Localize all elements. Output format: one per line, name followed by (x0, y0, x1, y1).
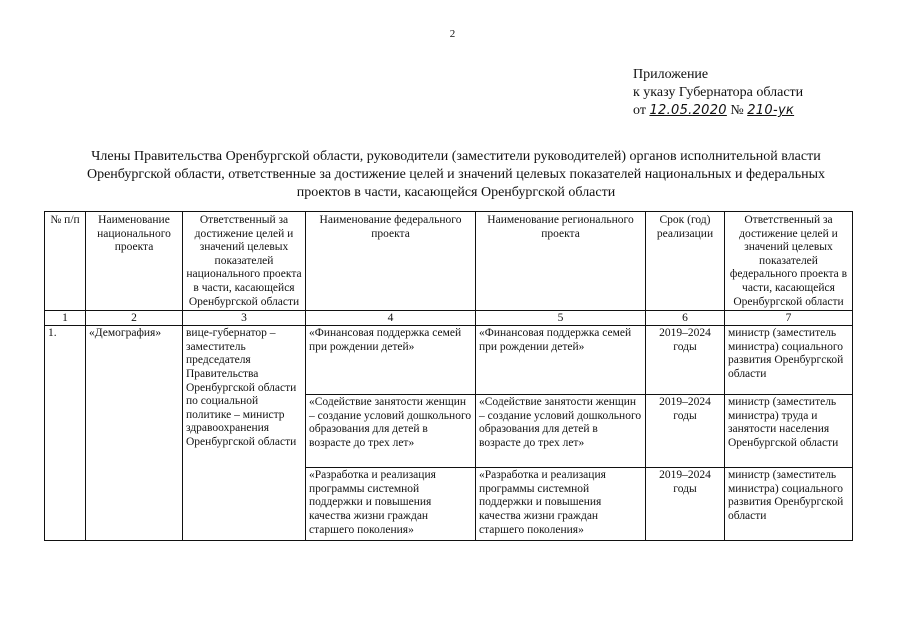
appendix-from: от (633, 103, 650, 118)
term: 2019–2024 годы (646, 468, 725, 541)
header-responsible-federal: Ответственный за достижение целей и значений целевых показателей федерального проекта в части, касающейся Оренбургской области (725, 212, 853, 311)
regional-project-name: «Разработка и реализация программы системной поддержки и повышения качества жизни граждан старшего поколения» (476, 468, 646, 541)
column-number: 4 (306, 311, 476, 326)
column-number: 7 (725, 311, 853, 326)
document-title: Члены Правительства Оренбургской области, руководители (заместители руководителей) органов исполнительной власти Оренбургской области, ответственные за достижение целей и значений целевых показателей национальных и федеральных проектов в части, касающейся Оренбургской области (86, 149, 826, 200)
column-number: 6 (646, 311, 725, 326)
decree-date: 12.05.2020 (649, 103, 727, 118)
regional-project-name: «Содействие занятости женщин – создание условий дошкольного образования для детей в возрасте до трех лет» (476, 395, 646, 468)
page-number: 2 (449, 28, 456, 40)
column-number: 5 (476, 311, 646, 326)
responsible-national: вице-губернатор – заместитель председателя Правительства Оренбургской области по социальной политике – министр здравоохранения Оренбургской области (183, 326, 306, 541)
column-number: 1 (45, 311, 86, 326)
header-responsible-national: Ответственный за достижение целей и значений целевых показателей национального проекта в части, касающейся Оренбургской области (183, 212, 306, 311)
header-national-project: Наименование национального проекта (86, 212, 183, 311)
column-number: 3 (183, 311, 306, 326)
regional-project-name: «Финансовая поддержка семей при рождении детей» (476, 326, 646, 395)
header-term: Срок (год) реализации (646, 212, 725, 311)
federal-project-name: «Разработка и реализация программы системной поддержки и повышения качества жизни граждан старшего поколения» (306, 468, 476, 541)
appendix-block (633, 66, 803, 120)
federal-project-name: «Финансовая поддержка семей при рождении детей» (306, 326, 476, 395)
responsible-federal: министр (заместитель министра) труда и занятости населения Оренбургской области (725, 395, 853, 468)
table-header-row (45, 212, 853, 311)
column-number-row (45, 311, 853, 326)
federal-project-name: «Содействие занятости женщин – создание условий дошкольного образования для детей в возрасте до трех лет» (306, 395, 476, 468)
responsibility-table (44, 211, 853, 541)
table-row (45, 326, 853, 395)
column-number: 2 (86, 311, 183, 326)
decree-number: 210-ук (747, 103, 795, 118)
appendix-date-line (633, 102, 803, 120)
row-number: 1. (45, 326, 86, 541)
national-project-name: «Демография» (86, 326, 183, 541)
responsible-federal: министр (заместитель министра) социального развития Оренбургской области (725, 468, 853, 541)
appendix-decree: к указу Губернатора области (633, 85, 804, 100)
header-federal-project: Наименование федерального проекта (306, 212, 476, 311)
term: 2019–2024 годы (646, 326, 725, 395)
term: 2019–2024 годы (646, 395, 725, 468)
header-regional-project: Наименование регионального проекта (476, 212, 646, 311)
responsible-federal: министр (заместитель министра) социального развития Оренбургской области (725, 326, 853, 395)
header-number: № п/п (45, 212, 86, 311)
number-sign: № (726, 103, 748, 118)
appendix-label: Приложение (633, 67, 709, 82)
